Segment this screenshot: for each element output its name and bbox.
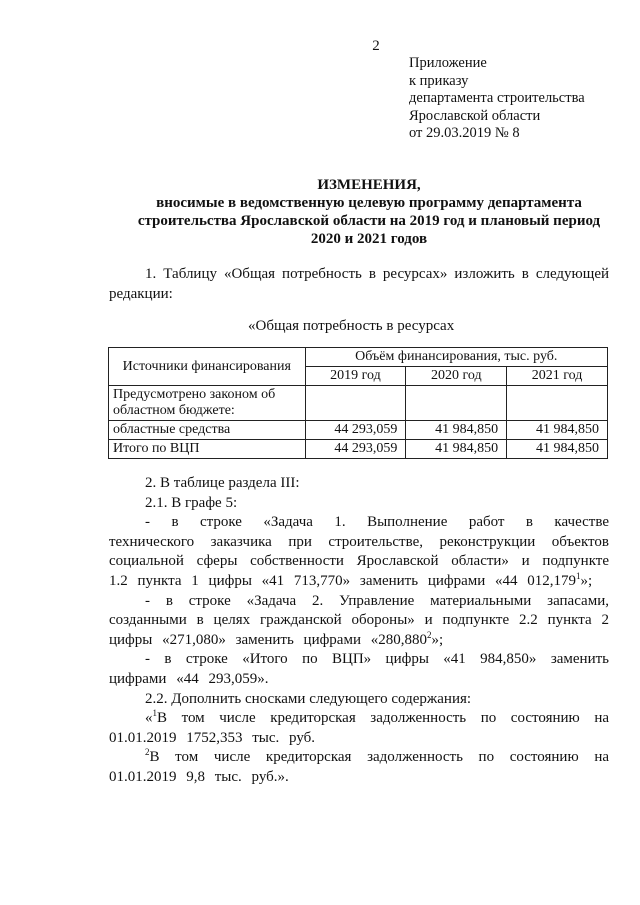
row-value: 41 984,850 — [507, 440, 608, 459]
footnote-mark: 1 — [576, 570, 581, 581]
page-number: 2 — [372, 38, 380, 54]
row-value: 41 984,850 — [507, 421, 608, 440]
table-row — [109, 440, 608, 459]
title-line: строительства Ярославской области на 2019 год и плановый период — [137, 213, 601, 229]
section-2-2: 2.2. Дополнить сносками следующего содержания: — [145, 690, 472, 707]
table-row — [109, 386, 608, 421]
title-line: 2020 и 2021 годов — [310, 231, 428, 247]
row-value — [507, 386, 608, 421]
header-source: Источники финансирования — [109, 348, 306, 386]
header-year: 2019 год — [305, 367, 406, 386]
item-text: - в строке «Задача 1. Выполнение работ в качестве технического заказчика при строительстве, реконструкции объектов социальной сферы собственности Ярославской области» и подпункте 1.2 пункта 1 цифры «41 713,770» заменить цифрами «44 012,179 — [109, 514, 609, 589]
table-row — [109, 421, 608, 440]
item-text-end: »; — [431, 631, 444, 648]
footnote-mark: 1 — [152, 708, 157, 719]
quote-open: « — [145, 710, 153, 727]
row-value: 44 293,059 — [305, 440, 406, 459]
table-caption: «Общая потребность в ресурсах — [248, 318, 455, 334]
header-volume: Объём финансирования, тыс. руб. — [305, 348, 607, 367]
change-item-2 — [109, 592, 609, 651]
header-year: 2021 год — [507, 367, 608, 386]
section-2: 2. В таблице раздела III: — [145, 475, 300, 491]
table-header-row — [109, 348, 608, 367]
change-item-3: - в строке «Итого по ВЦП» цифры «41 984,850» заменить цифрами «44 293,059». — [109, 651, 609, 687]
appendix-line: Приложение — [409, 55, 487, 71]
footnote-2 — [109, 748, 609, 787]
title-line: вносимые в ведомственную целевую программу департамента — [156, 195, 582, 211]
appendix-block — [409, 55, 585, 143]
footnote-text: В том числе кредиторская задолженность по состоянию на 01.01.2019 9,8 тыс. руб.». — [109, 749, 609, 785]
row-value: 41 984,850 — [406, 440, 507, 459]
appendix-line: Ярославской области — [409, 107, 541, 124]
footnote-text: В том числе кредиторская задолженность по состоянию на 01.01.2019 1752,353 тыс. руб. — [109, 710, 609, 746]
item-text: - в строке «Задача 2. Управление материальными запасами, созданными в целях гражданской обороны» и подпункте 2.2 пункта 2 цифры «271,080» заменить цифрами «280,880 — [109, 592, 609, 648]
row-value: 44 293,059 — [305, 421, 406, 440]
footnote-mark: 2 — [145, 747, 150, 758]
appendix-line: департамента строительства — [409, 90, 585, 106]
paragraph-1: 1. Таблицу «Общая потребность в ресурсах» изложить в следующей редакции: — [109, 266, 609, 302]
row-value: 41 984,850 — [406, 421, 507, 440]
item-text-end: »; — [580, 572, 593, 589]
section-2-1: 2.1. В графе 5: — [145, 494, 238, 511]
row-value — [406, 386, 507, 421]
row-label: областные средства — [109, 421, 306, 440]
body-text — [109, 474, 609, 788]
resources-table — [108, 347, 608, 459]
header-year: 2020 год — [406, 367, 507, 386]
appendix-line: от 29.03.2019 № 8 — [409, 125, 520, 141]
row-label: Итого по ВЦП — [109, 440, 306, 459]
document-title — [102, 176, 636, 248]
appendix-line: к приказу — [409, 72, 469, 89]
row-value — [305, 386, 406, 421]
footnote-mark: 2 — [427, 629, 432, 640]
title-line: ИЗМЕНЕНИЯ, — [317, 177, 421, 193]
row-label: Предусмотрено законом об областном бюджете: — [109, 386, 306, 421]
change-item-1 — [109, 513, 609, 591]
footnote-1 — [109, 709, 609, 748]
